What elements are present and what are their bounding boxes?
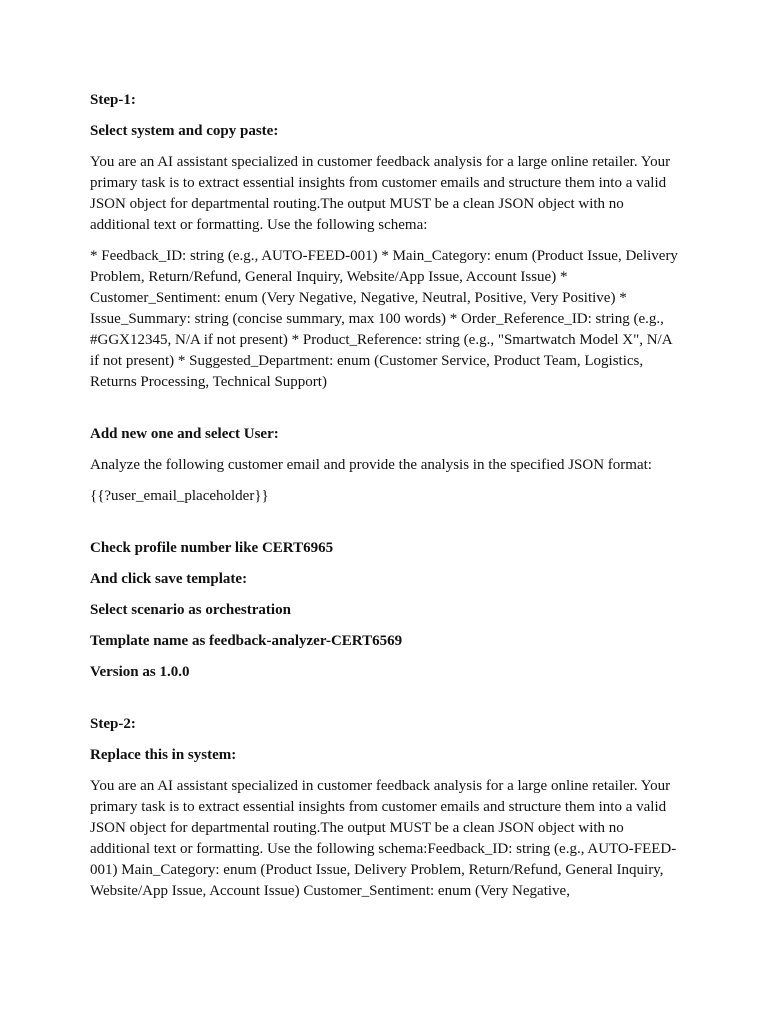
profile-number-instruction: Check profile number like CERT6965 [90,540,334,556]
step2-heading: Step-2: [90,716,136,732]
schema-description: * Feedback_ID: string (e.g., AUTO-FEED-001) * Main_Category: enum (Product Issue, Delivery Problem, Return/Refund, General Inquiry, Website/App Issue, Account Issue) * Customer_Sentiment: enum (Very Negative, Negative, Neutral, Positive, Very Positive) * Issue_Summary: string (concise summary, max 100 words) * Order_Reference_ID: string (e.g., #GGX12345, N/A if not present) * Product_Reference: string (e.g., "Smartwatch Model X", N/A if not present) * Suggested_Department: enum (Customer Service, Product Team, Logistics, Returns Processing, Technical Support) [90,248,678,390]
step2-system-text: You are an AI assistant specialized in customer feedback analysis for a large online retailer. Your primary task is to extract essential insights from customer emails and structure them into a valid JSON object for departmental routing.The output MUST be a clean JSON object with no additional text or formatting. Use the following schema:Feedback_ID: string (e.g., AUTO-FEED-001) Main_Category: enum (Product Issue, Delivery Problem, Return/Refund, General Inquiry, Website/App Issue, Account Issue) Customer_Sentiment: enum (Very Negative, [90,778,677,899]
document-page [90,90,682,902]
user-email-placeholder: {{?user_email_placeholder}} [90,488,269,504]
template-name-instruction: Template name as feedback-analyzer-CERT6569 [90,633,403,649]
user-instruction: Analyze the following customer email and provide the analysis in the specified JSON format: [90,457,652,473]
step1-subheading: Select system and copy paste: [90,123,279,139]
save-template-instruction: And click save template: [90,571,248,587]
user-section-heading: Add new one and select User: [90,426,279,442]
step1-heading: Step-1: [90,92,136,108]
step2-subheading: Replace this in system: [90,747,237,763]
system-prompt-intro: You are an AI assistant specialized in customer feedback analysis for a large online retailer. Your primary task is to extract essential insights from customer emails and structure them into a valid JSON object for departmental routing.The output MUST be a clean JSON object with no additional text or formatting. Use the following schema: [90,154,671,233]
scenario-instruction: Select scenario as orchestration [90,602,291,618]
version-instruction: Version as 1.0.0 [90,664,190,680]
